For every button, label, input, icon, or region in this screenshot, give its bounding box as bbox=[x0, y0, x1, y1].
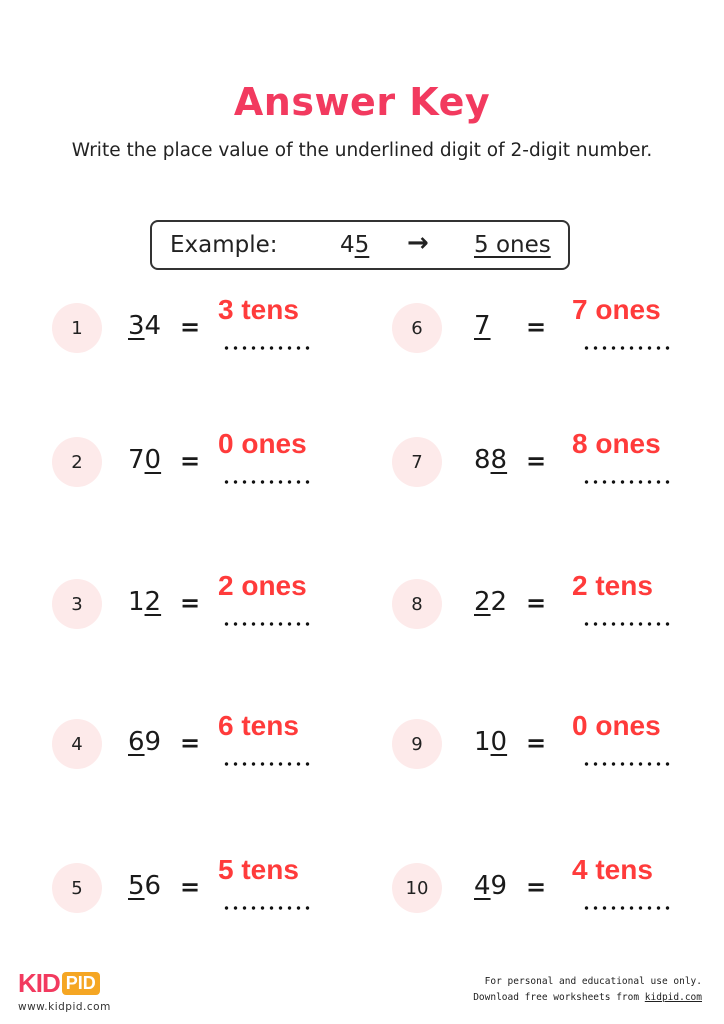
equals-sign: = bbox=[180, 313, 201, 341]
answer-text: 0 ones bbox=[218, 428, 307, 459]
question-value: 70 bbox=[128, 445, 162, 475]
question-value: 88 bbox=[474, 445, 508, 475]
equals-sign: = bbox=[180, 447, 201, 475]
answer-dotted-line bbox=[582, 480, 674, 484]
logo-kid: KID bbox=[18, 968, 60, 998]
question-number: 1 bbox=[52, 303, 102, 353]
answer-dotted-line bbox=[222, 622, 314, 626]
equals-sign: = bbox=[526, 729, 547, 757]
instructions: Write the place value of the underlined digit of 2-digit number. bbox=[71, 140, 653, 161]
question-number: 10 bbox=[392, 863, 442, 913]
question-number: 6 bbox=[392, 303, 442, 353]
question-value: 56 bbox=[128, 871, 162, 901]
question-number: 5 bbox=[52, 863, 102, 913]
question-number: 9 bbox=[392, 719, 442, 769]
answer-dotted-line bbox=[582, 906, 674, 910]
answer-dotted-line bbox=[222, 346, 314, 350]
question-value: 49 bbox=[474, 871, 508, 901]
answer-text: 3 tens bbox=[218, 294, 299, 325]
answer-text: 0 ones bbox=[572, 710, 661, 741]
footer-line-2: Download free worksheets from kidpid.com bbox=[473, 992, 702, 1003]
equals-sign: = bbox=[180, 589, 201, 617]
question-number: 8 bbox=[392, 579, 442, 629]
equals-sign: = bbox=[526, 589, 547, 617]
question-value: 10 bbox=[474, 727, 508, 757]
equals-sign: = bbox=[526, 447, 547, 475]
answer-text: 2 ones bbox=[218, 570, 307, 601]
question-number: 4 bbox=[52, 719, 102, 769]
question-value: 69 bbox=[128, 727, 162, 757]
answer-text: 6 tens bbox=[218, 710, 299, 741]
question-value: 12 bbox=[128, 587, 162, 617]
answer-dotted-line bbox=[582, 622, 674, 626]
equals-sign: = bbox=[526, 313, 547, 341]
footer-line-1: For personal and educational use only. bbox=[484, 976, 702, 987]
question-number: 2 bbox=[52, 437, 102, 487]
answer-dotted-line bbox=[222, 480, 314, 484]
kidpid-logo bbox=[18, 968, 111, 1013]
question-number: 7 bbox=[392, 437, 442, 487]
answer-dotted-line bbox=[582, 346, 674, 350]
equals-sign: = bbox=[526, 873, 547, 901]
answer-text: 7 ones bbox=[572, 294, 661, 325]
answer-text: 8 ones bbox=[572, 428, 661, 459]
answer-dotted-line bbox=[222, 762, 314, 766]
example-label: Example: bbox=[170, 232, 278, 258]
answer-dotted-line bbox=[222, 906, 314, 910]
footer-note bbox=[473, 974, 702, 1006]
question-value: 34 bbox=[128, 311, 162, 341]
example-box bbox=[150, 220, 570, 270]
answer-text: 4 tens bbox=[572, 854, 653, 885]
worksheet-title: Answer Key bbox=[233, 80, 491, 124]
question-value: 7 bbox=[474, 311, 491, 341]
example-number: 45 bbox=[340, 232, 370, 258]
question-number: 3 bbox=[52, 579, 102, 629]
arrow-right-icon: → bbox=[407, 228, 429, 258]
example-answer: 5 ones bbox=[474, 232, 551, 258]
logo-pid: PID bbox=[62, 972, 100, 995]
equals-sign: = bbox=[180, 729, 201, 757]
kidpid-link[interactable]: kidpid.com bbox=[644, 992, 702, 1003]
equals-sign: = bbox=[180, 873, 201, 901]
logo-url: www.kidpid.com bbox=[18, 1001, 111, 1013]
question-value: 22 bbox=[474, 587, 508, 617]
answer-dotted-line bbox=[582, 762, 674, 766]
answer-text: 5 tens bbox=[218, 854, 299, 885]
answer-text: 2 tens bbox=[572, 570, 653, 601]
